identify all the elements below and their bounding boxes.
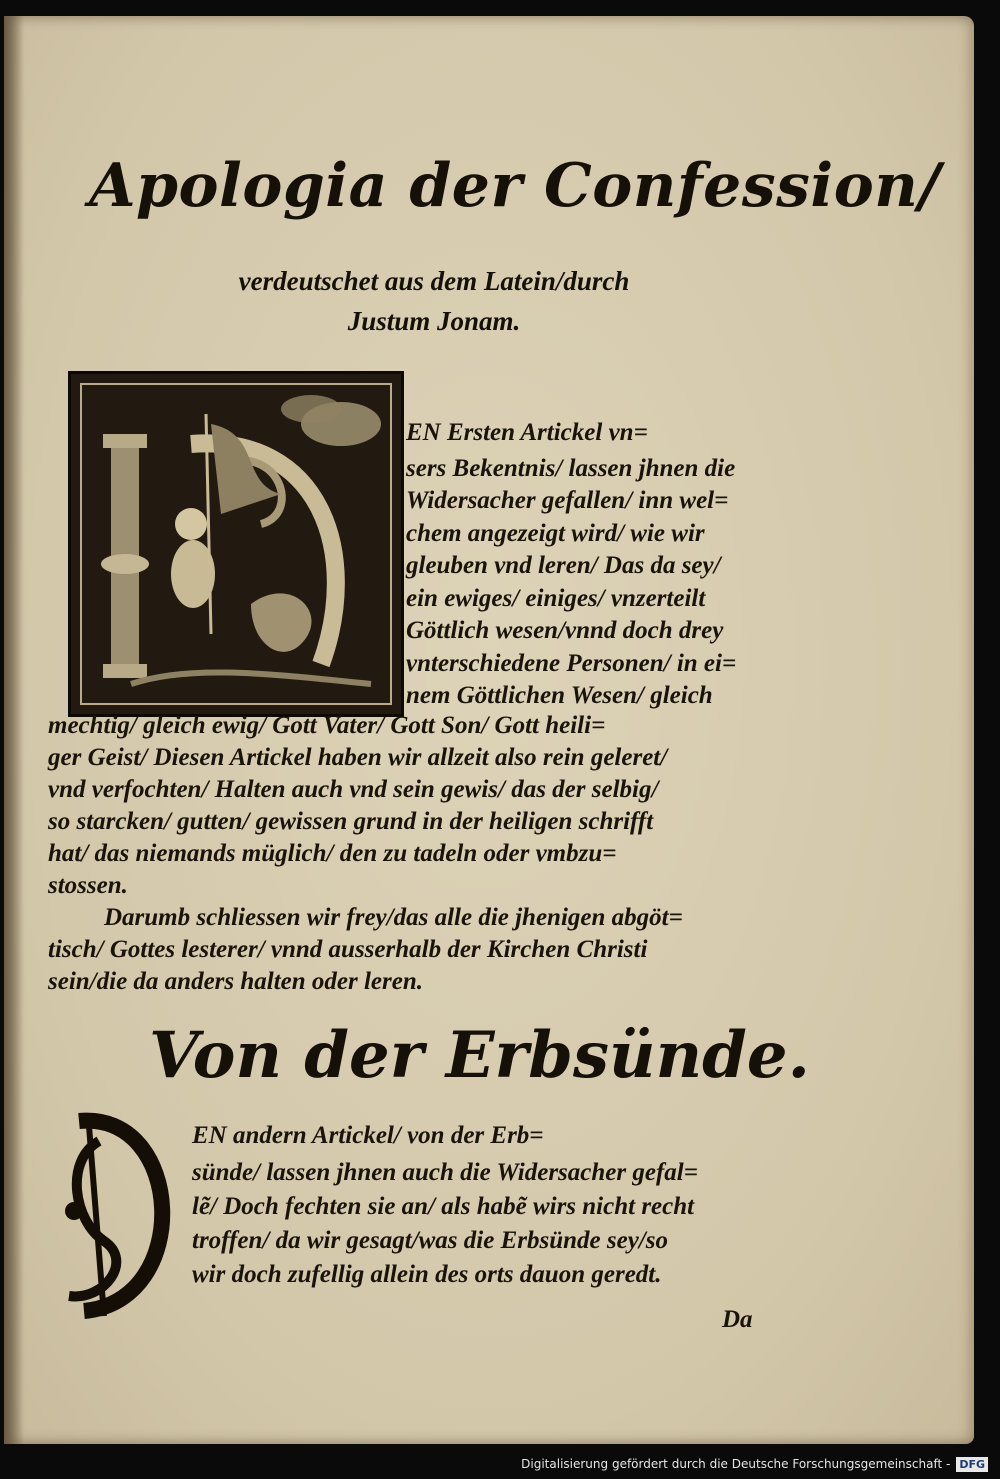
title-line-3: Justum Jonam.	[347, 306, 521, 336]
section-heading: Von der Erbsünde.	[149, 1018, 810, 1093]
text-line: ein ewiges/ einiges/ vnzerteilt	[406, 585, 706, 612]
book-page	[4, 16, 974, 1444]
footer-text: Digitalisierung gefördert durch die Deutsche Forschungsgemeinschaft -	[521, 1457, 951, 1471]
text-line: sers Bekentnis/ lassen jhnen die	[406, 455, 736, 482]
text-line: sein/die da anders halten oder leren.	[48, 968, 424, 995]
text-line: so starcken/ gutten/ gewissen grund in der heiligen schrifft	[48, 808, 654, 835]
text-line: ger Geist/ Diesen Artickel haben wir allzeit also rein geleret/	[48, 744, 668, 771]
title-line-2: verdeutschet aus dem Latein/durch	[238, 266, 630, 296]
text-line: EN Ersten Artickel vn=	[406, 419, 648, 446]
text-line: vnd verfochten/ Halten auch vnd sein gewis/ das der selbig/	[48, 776, 659, 803]
text-line: troffen/ da wir gesagt/was die Erbsünde sey/so	[192, 1227, 668, 1254]
text-line: Widersacher gefallen/ inn wel=	[406, 487, 729, 514]
text-line: gleuben vnd leren/ Das da sey/	[406, 552, 721, 579]
text-line: hat/ das niemands müglich/ den zu tadeln oder vmbzu=	[48, 840, 617, 867]
text-line: lẽ/ Doch fechten sie an/ als habẽ wirs nicht recht	[192, 1193, 695, 1220]
decorated-initial-d-icon	[44, 1101, 194, 1331]
text-line: mechtig/ gleich ewig/ Gott Vater/ Gott Son/ Gott heili=	[48, 712, 606, 739]
text-line: EN andern Artickel/ von der Erb=	[192, 1122, 544, 1149]
text-line: tisch/ Gottes lesterer/ vnnd ausserhalb der Kirchen Christi	[48, 936, 648, 963]
text-line: chem angezeigt wird/ wie wir	[406, 520, 705, 547]
text-line: Göttlich wesen/vnnd doch drey	[406, 617, 724, 644]
page-gutter-shadow	[4, 16, 24, 1444]
footer-attribution	[521, 1453, 988, 1475]
title-line-1: Apologia der Confession/	[89, 151, 941, 221]
woodcut-initial-d-illustration	[68, 371, 404, 717]
text-line: wir doch zufellig allein des orts dauon geredt.	[192, 1261, 662, 1288]
dfg-logo-icon: DFG	[956, 1457, 988, 1472]
text-line: sünde/ lassen jhnen auch die Widersacher gefal=	[192, 1159, 698, 1186]
text-line: Darumb schliessen wir frey/das alle die jhenigen abgöt=	[104, 904, 683, 931]
catchword: Da	[722, 1306, 753, 1333]
text-line: vnterschiedene Personen/ in ei=	[406, 650, 737, 677]
text-line: nem Göttlichen Wesen/ gleich	[406, 682, 713, 709]
text-line: stossen.	[48, 872, 128, 899]
